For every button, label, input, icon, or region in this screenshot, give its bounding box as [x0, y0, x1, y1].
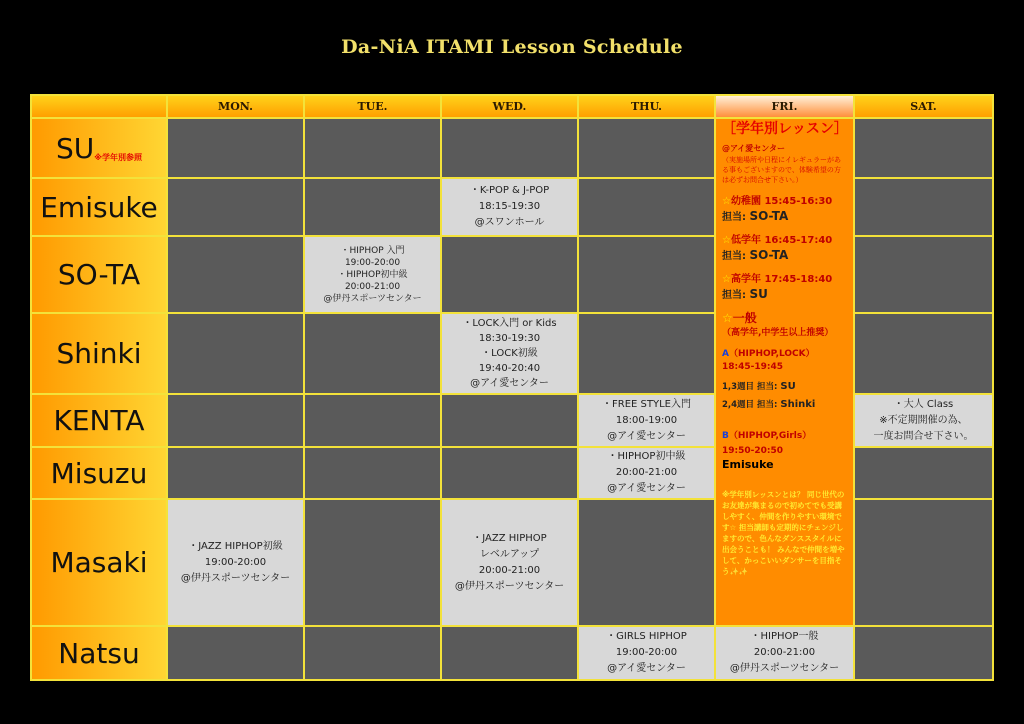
slot-sota-wed [442, 237, 577, 312]
slot-sota-thu [579, 237, 714, 312]
header-corner [32, 96, 166, 117]
lesson-misuzu-thu: ・HIPHOP初中級 20:00-21:00 @アイ愛センター [579, 448, 714, 498]
class-b-teacher: Emisuke [722, 458, 774, 471]
header-mon: MON. [168, 96, 303, 117]
slot-natsu-mon [168, 627, 303, 679]
slot-kenta-wed [442, 395, 577, 446]
lesson-masaki-wed: ・JAZZ HIPHOP レベルアップ 20:00-21:00 @伊丹スポーツセンター [442, 500, 577, 625]
slot-misuzu-sat [855, 448, 992, 498]
slot-su-sat [855, 119, 992, 177]
slot-emisuke-sat [855, 179, 992, 235]
instructor-emisuke: Emisuke [32, 179, 166, 235]
instructor-misuzu: Misuzu [32, 448, 166, 498]
slot-kenta-tue [305, 395, 440, 446]
instructor-shinki: Shinki [32, 314, 166, 393]
slot-sota-sat [855, 237, 992, 312]
grade-lesson-about: ※学年別レッスンとは？ 同じ世代のお友達が集まるので初めてでも受講しやすく、仲間を作りやすい環境です☆ 担当講師も定期的にチェンジしますので、色んなダンススタイルに出会うことも！ みんなで仲間を増やして、かっこいいダンサーを目指そう✨✨ [722, 490, 845, 576]
slot-sota-mon [168, 237, 303, 312]
instructor-masaki: Masaki [32, 500, 166, 625]
friday-venue: @アイ愛センター [722, 144, 785, 153]
slot-shinki-tue [305, 314, 440, 393]
schedule-grid [30, 94, 994, 681]
slot-natsu-wed [442, 627, 577, 679]
lesson-kenta-sat: ・大人 Class ※不定期開催の為、 一度お問合せ下さい。 [855, 395, 992, 446]
kindergarten-label: ☆幼稚園 15:45-16:30 [722, 196, 833, 207]
slot-shinki-thu [579, 314, 714, 393]
slot-natsu-sat [855, 627, 992, 679]
class-b-time: 19:50-20:50 [722, 446, 784, 456]
class-a-week13: 1,3週目 担当: SU [722, 381, 796, 392]
slot-misuzu-mon [168, 448, 303, 498]
class-a-week24: 2,4週目 担当: Shinki [722, 399, 816, 410]
general-label: ☆一般 [722, 311, 757, 325]
class-b-label: B（HIPHOP,Girls） [722, 431, 812, 441]
slot-misuzu-wed [442, 448, 577, 498]
friday-venue-note: （実施場所や日程にイレギュラーがある事もございますので、体験希望の方は必ずお問合せ下さい。） [722, 156, 841, 184]
slot-su-thu [579, 119, 714, 177]
header-tue: TUE. [305, 96, 440, 117]
slot-emisuke-mon [168, 179, 303, 235]
slot-shinki-sat [855, 314, 992, 393]
header-fri: FRI. [716, 96, 853, 117]
slot-natsu-tue [305, 627, 440, 679]
class-a-label: A（HIPHOP,LOCK） [722, 349, 815, 359]
slot-su-mon [168, 119, 303, 177]
slot-shinki-mon [168, 314, 303, 393]
slot-masaki-sat [855, 500, 992, 625]
instructor-natsu: Natsu [32, 627, 166, 679]
kindergarten-teacher: 担当: SO-TA [722, 209, 789, 223]
lesson-natsu-thu: ・GIRLS HIPHOP 19:00-20:00 @アイ愛センター [579, 627, 714, 679]
slot-emisuke-tue [305, 179, 440, 235]
lesson-masaki-mon: ・JAZZ HIPHOP初級 19:00-20:00 @伊丹スポーツセンター [168, 500, 303, 625]
upper-grade-teacher: 担当: SU [722, 287, 768, 301]
slot-masaki-thu [579, 500, 714, 625]
su-note: ※学年別参照 [94, 153, 143, 162]
slot-su-tue [305, 119, 440, 177]
lesson-natsu-fri: ・HIPHOP一般 20:00-21:00 @伊丹スポーツセンター [716, 627, 853, 679]
friday-grade-lessons-panel [716, 119, 853, 625]
instructor-kenta: KENTA [32, 395, 166, 446]
header-thu: THU. [579, 96, 714, 117]
page-title: Da-NiA ITAMI Lesson Schedule [341, 36, 683, 58]
class-a-time: 18:45-19:45 [722, 362, 784, 372]
instructor-su: SU ※学年別参照 [32, 119, 166, 177]
instructor-sota: SO-TA [32, 237, 166, 312]
slot-masaki-tue [305, 500, 440, 625]
lesson-emisuke-wed: ・K-POP & J-POP 18:15-19:30 @スワンホール [442, 179, 577, 235]
lesson-shinki-wed: ・LOCK入門 or Kids 18:30-19:30 ・LOCK初級 19:40-20:40 @アイ愛センター [442, 314, 577, 393]
header-sat: SAT. [855, 96, 992, 117]
lesson-sota-tue: ・HIPHOP 入門 19:00-20:00 ・HIPHOP初中級 20:00-21:00 @伊丹スポーツセンター [305, 237, 440, 312]
lower-grade-teacher: 担当: SO-TA [722, 248, 789, 262]
slot-kenta-mon [168, 395, 303, 446]
upper-grade-label: ☆高学年 17:45-18:40 [722, 274, 833, 285]
slot-emisuke-thu [579, 179, 714, 235]
slot-misuzu-tue [305, 448, 440, 498]
friday-heading: ［学年別レッスン］ [722, 121, 848, 137]
header-wed: WED. [442, 96, 577, 117]
general-note: （高学年,中学生以上推奨） [722, 328, 834, 338]
lesson-kenta-thu: ・FREE STYLE入門 18:00-19:00 @アイ愛センター [579, 395, 714, 446]
slot-su-wed [442, 119, 577, 177]
lower-grade-label: ☆低学年 16:45-17:40 [722, 235, 833, 246]
